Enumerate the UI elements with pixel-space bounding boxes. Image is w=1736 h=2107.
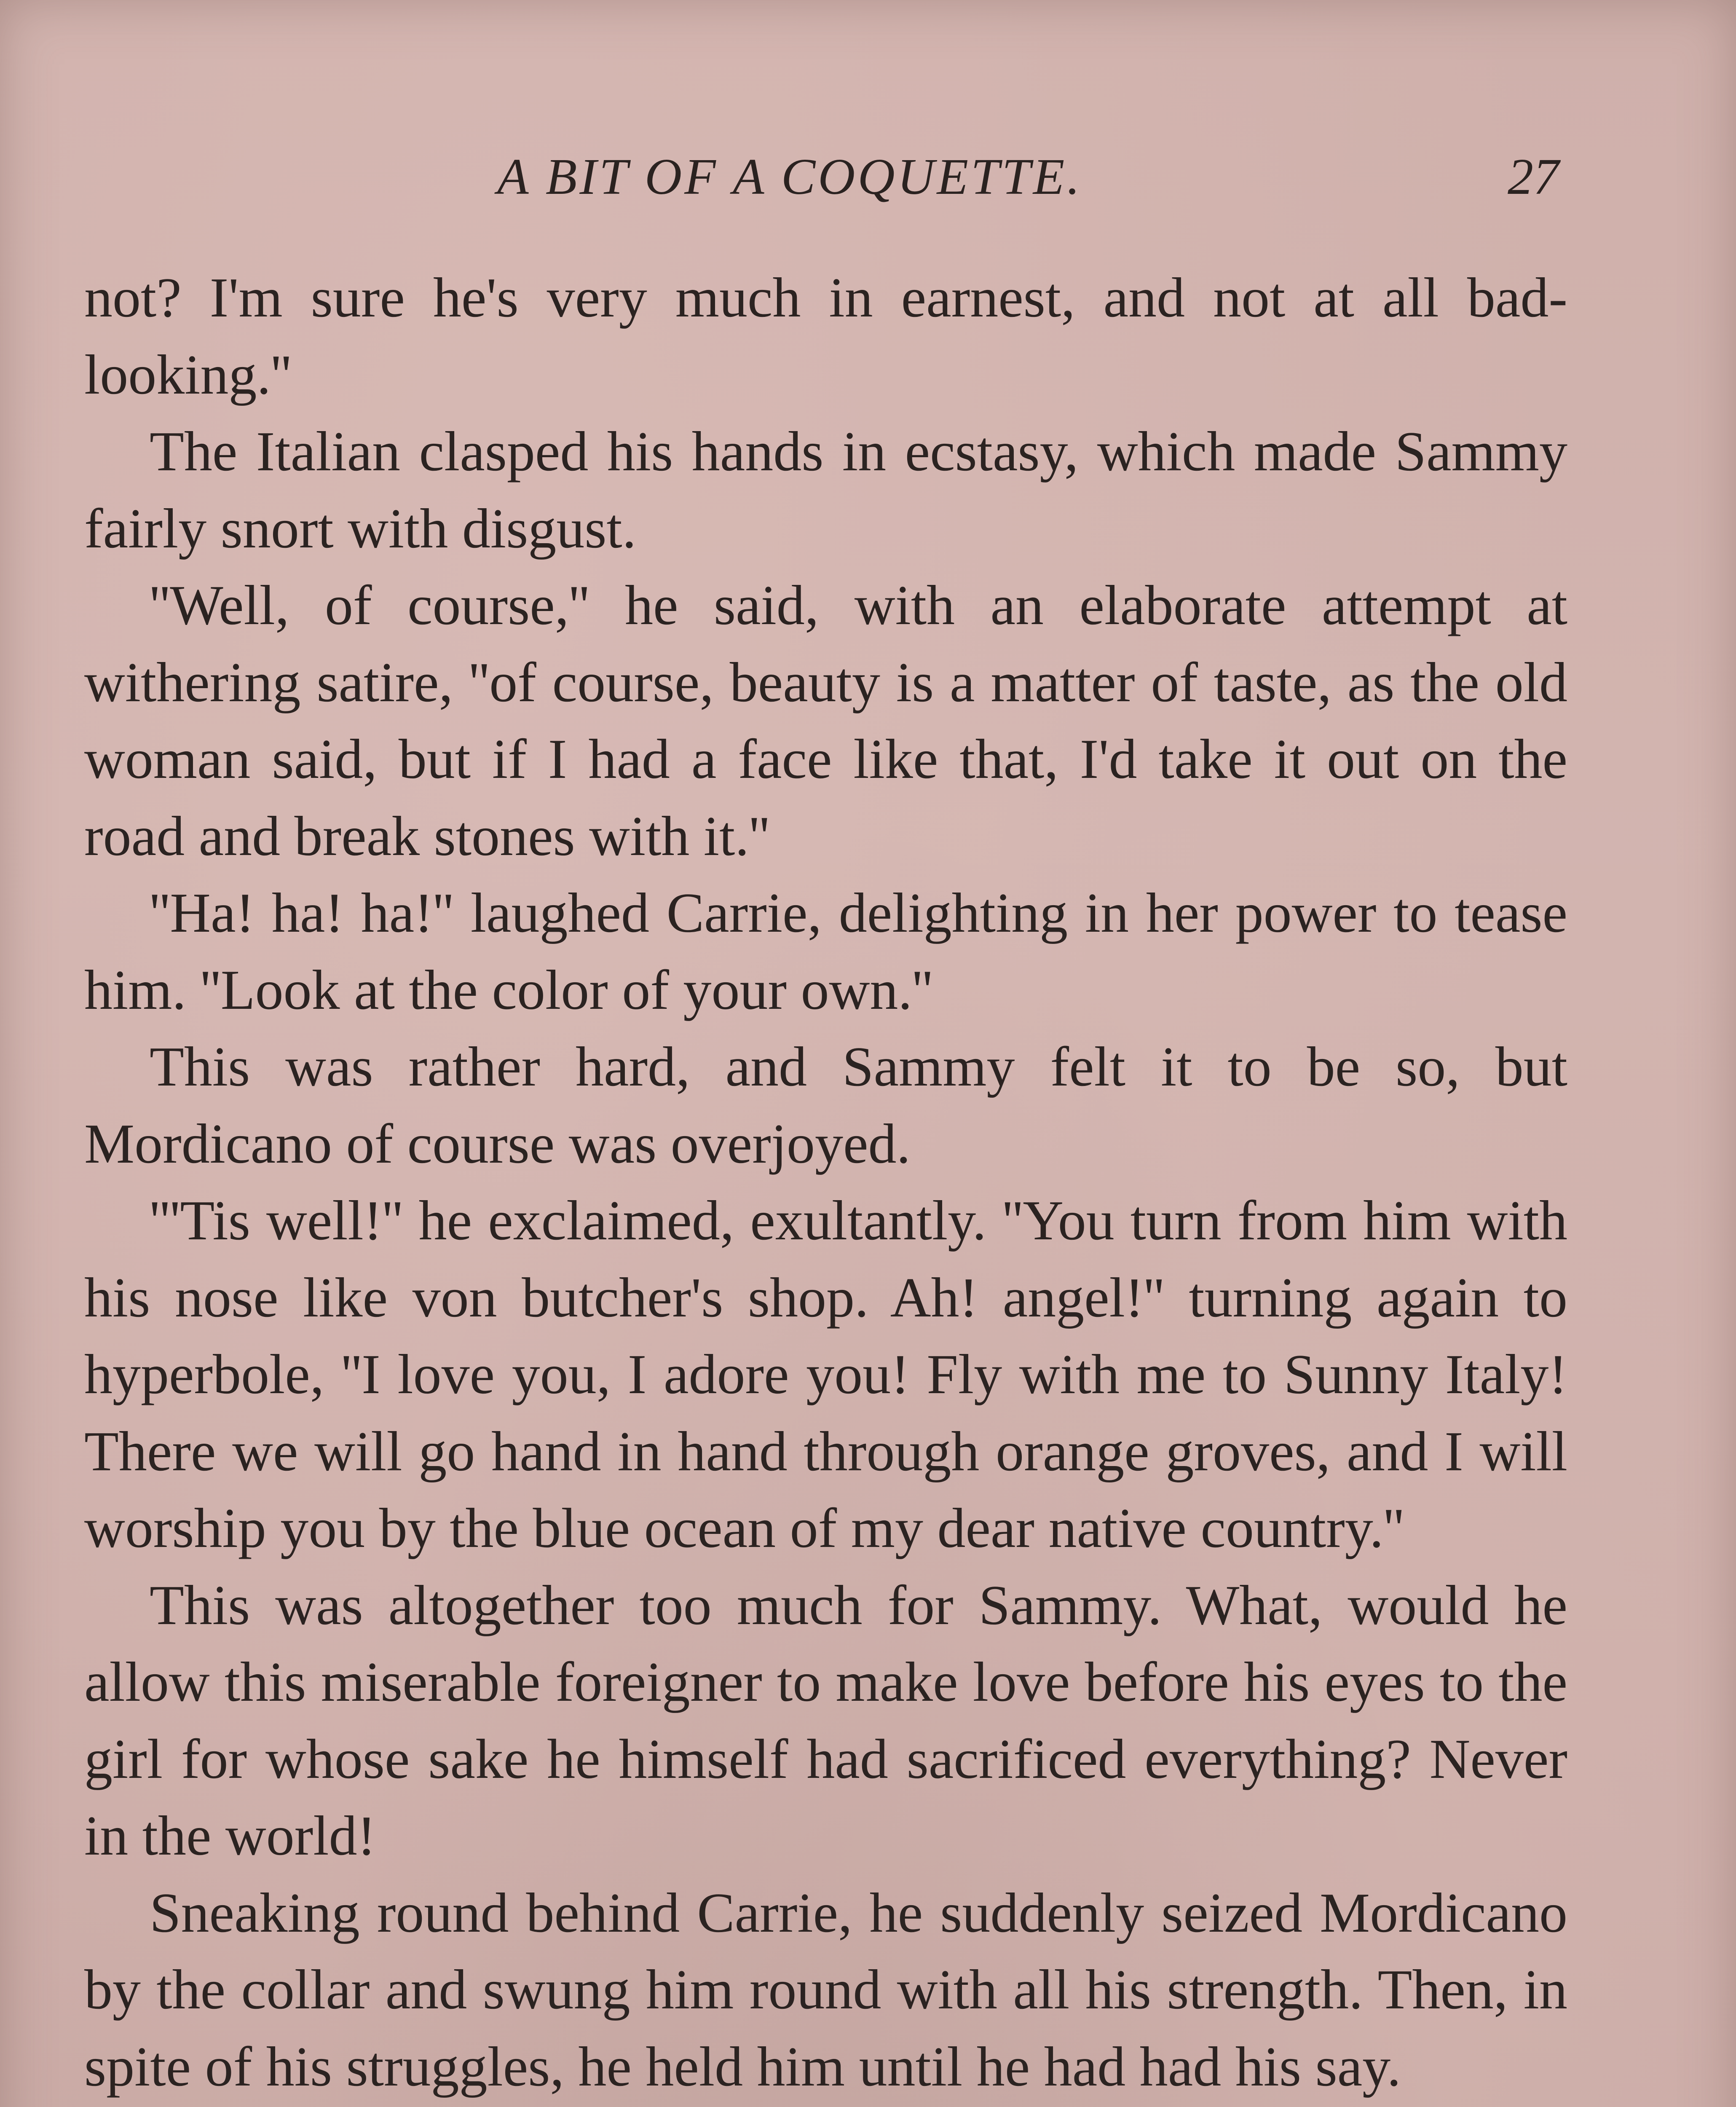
paragraph — [84, 2105, 1567, 2107]
paragraph: The Italian clasped his hands in ecstasy, which made Sammy fairly snort with disgust. — [84, 420, 1567, 560]
paragraph: not? I'm sure he's very much in earnest, and not at all bad-looking.'' — [84, 266, 1567, 406]
paragraph: ''Well, of course,'' he said, with an elaborate attempt at withering satire, ''of course, beauty is a matter of taste, as the old woman said, but if I had a face like that, I'd take it out on the road and break stones with it.'' — [84, 574, 1567, 867]
paragraph: This was altogether too much for Sammy. What, would he allow this miserable foreigner to make love before his eyes to the girl for whose sake he himself had sacrificed everything? Never in the world! — [84, 1574, 1567, 1867]
running-head — [84, 147, 1559, 228]
body-text — [84, 259, 1567, 2107]
paragraph: Sneaking round behind Carrie, he suddenly seized Mordicano by the collar and swung him round with all his strength. Then, in spite of his struggles, he held him until he had had his say. — [84, 1881, 1567, 2098]
page-number: 27 — [1508, 148, 1559, 205]
paragraph: This was rather hard, and Sammy felt it to be so, but Mordicano of course was overjoyed. — [84, 1035, 1567, 1175]
running-title: A BIT OF A COQUETTE. — [497, 148, 1082, 205]
paragraph: '''Tis well!'' he exclaimed, exultantly. ''You turn from him with his nose like von butcher's shop. Ah! angel!'' turning again to hyperbole, ''I love you, I adore you! Fly with me to Sunny Italy! There we will go hand in hand through orange groves, and I will worship you by the blue ocean of my dear native country.'' — [84, 1189, 1567, 1559]
paragraph: ''Ha! ha! ha!'' laughed Carrie, delighting in her power to tease him. ''Look at the color of your own.'' — [84, 882, 1567, 1021]
